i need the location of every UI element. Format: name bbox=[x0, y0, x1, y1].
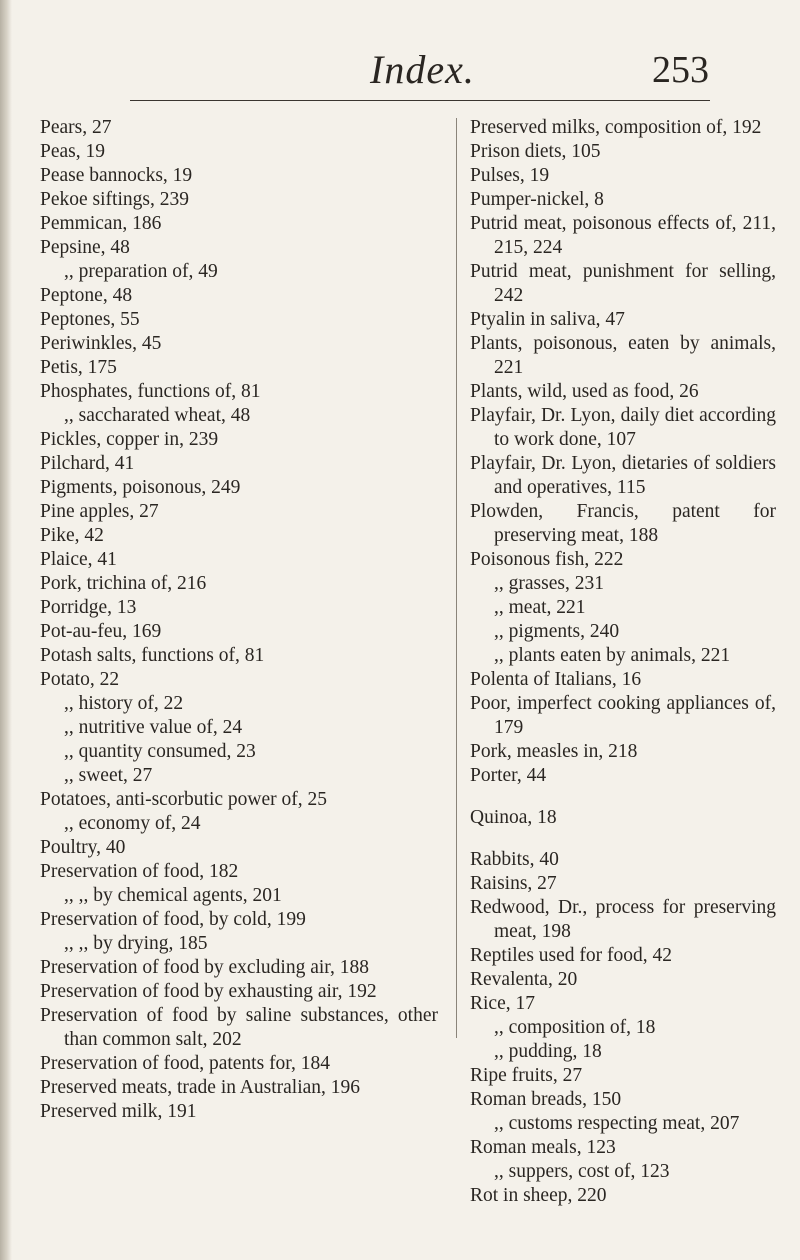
index-subentry: ,, history of, 22 bbox=[64, 693, 184, 714]
index-entry: Peas, 19 bbox=[40, 141, 105, 162]
index-entry: Redwood, Dr., process for preserving meat, 198 bbox=[470, 897, 776, 942]
index-entry: Pigments, poisonous, 249 bbox=[40, 477, 241, 498]
index-entry: Prison diets, 105 bbox=[470, 141, 601, 162]
book-spine-shadow bbox=[0, 0, 12, 1260]
page-header bbox=[0, 40, 800, 100]
index-entry: Pears, 27 bbox=[40, 117, 112, 138]
index-entry: Poor, imperfect cooking appliances of, 179 bbox=[470, 693, 776, 738]
index-entry: Preserved milk, 191 bbox=[40, 1101, 197, 1122]
index-subentry: ,, quantity consumed, 23 bbox=[64, 741, 256, 762]
index-entry: Roman breads, 150 bbox=[470, 1089, 622, 1110]
index-entry: Pumper-nickel, 8 bbox=[470, 189, 604, 210]
index-entry: Plaice, 41 bbox=[40, 549, 117, 570]
index-entry: Potatoes, anti-scorbutic power of, 25 bbox=[40, 789, 328, 810]
index-entry: Plants, poisonous, eaten by animals, 221 bbox=[470, 333, 776, 378]
index-entry: Preservation of food by excluding air, 188 bbox=[40, 957, 370, 978]
index-entry: Pease bannocks, 19 bbox=[40, 165, 193, 186]
index-entry: Plants, wild, used as food, 26 bbox=[470, 381, 699, 402]
index-subentry: ,, meat, 221 bbox=[494, 597, 586, 618]
column-divider bbox=[456, 118, 457, 1038]
index-entry: Revalenta, 20 bbox=[470, 969, 578, 990]
index-entry: Pemmican, 186 bbox=[40, 213, 162, 234]
index-entry: Pine apples, 27 bbox=[40, 501, 159, 522]
index-entry: Ptyalin in saliva, 47 bbox=[470, 309, 625, 330]
index-entry: Roman meals, 123 bbox=[470, 1137, 616, 1158]
index-subentry: ,, economy of, 24 bbox=[64, 813, 201, 834]
index-entry: Putrid meat, punishment for selling, 242 bbox=[470, 261, 776, 306]
index-subentry: ,, saccharated wheat, 48 bbox=[64, 405, 251, 426]
right-index-column bbox=[470, 116, 776, 1208]
header-rule bbox=[130, 100, 710, 101]
index-subentry: ,, grasses, 231 bbox=[494, 573, 604, 594]
index-entry: Polenta of Italians, 16 bbox=[470, 669, 642, 690]
index-entry: Preservation of food by exhausting air, 192 bbox=[40, 981, 377, 1002]
index-entry: Poisonous fish, 222 bbox=[470, 549, 624, 570]
index-entry: Periwinkles, 45 bbox=[40, 333, 162, 354]
index-subentry: ,, plants eaten by animals, 221 bbox=[494, 645, 731, 666]
index-subentry: ,, composition of, 18 bbox=[494, 1017, 656, 1038]
index-entry: Pilchard, 41 bbox=[40, 453, 135, 474]
index-entry: Pot-au-feu, 169 bbox=[40, 621, 162, 642]
index-entry: Rabbits, 40 bbox=[470, 849, 559, 870]
index-entry: Preservation of food, patents for, 184 bbox=[40, 1053, 331, 1074]
page-number: 253 bbox=[652, 49, 709, 91]
index-subentry: ,, ,, by chemical agents, 201 bbox=[64, 885, 282, 906]
index-subentry: ,, pudding, 18 bbox=[494, 1041, 602, 1062]
index-subentry: ,, nutritive value of, 24 bbox=[64, 717, 243, 738]
index-subentry: ,, preparation of, 49 bbox=[64, 261, 218, 282]
index-entry: Pickles, copper in, 239 bbox=[40, 429, 219, 450]
running-title: Index. bbox=[370, 47, 475, 92]
index-subentry: ,, customs respecting meat, 207 bbox=[494, 1113, 740, 1134]
index-entry: Peptones, 55 bbox=[40, 309, 140, 330]
index-entry: Playfair, Dr. Lyon, dietaries of soldiers and operatives, 115 bbox=[470, 453, 776, 498]
index-entry: Peptone, 48 bbox=[40, 285, 133, 306]
index-entry: Preservation of food, by cold, 199 bbox=[40, 909, 306, 930]
left-index-column bbox=[40, 116, 438, 1124]
index-subentry: ,, suppers, cost of, 123 bbox=[494, 1161, 670, 1182]
index-entry: Ripe fruits, 27 bbox=[470, 1065, 583, 1086]
index-entry: Pike, 42 bbox=[40, 525, 104, 546]
index-entry: Rot in sheep, 220 bbox=[470, 1185, 607, 1206]
index-entry: Poultry, 40 bbox=[40, 837, 126, 858]
index-entry: Quinoa, 18 bbox=[470, 807, 557, 828]
index-entry: Potato, 22 bbox=[40, 669, 120, 690]
index-subentry: ,, sweet, 27 bbox=[64, 765, 153, 786]
index-entry: Pork, trichina of, 216 bbox=[40, 573, 207, 594]
index-subentry: ,, ,, by drying, 185 bbox=[64, 933, 208, 954]
index-entry: Pekoe siftings, 239 bbox=[40, 189, 189, 210]
index-entry: Petis, 175 bbox=[40, 357, 117, 378]
index-entry: Pepsine, 48 bbox=[40, 237, 130, 258]
index-entry: Pulses, 19 bbox=[470, 165, 550, 186]
index-entry: Potash salts, functions of, 81 bbox=[40, 645, 265, 666]
index-entry: Playfair, Dr. Lyon, daily diet according to work done, 107 bbox=[470, 405, 776, 450]
index-entry: Preserved milks, composition of, 192 bbox=[470, 117, 762, 138]
index-entry: Pork, measles in, 218 bbox=[470, 741, 638, 762]
index-entry: Phosphates, functions of, 81 bbox=[40, 381, 261, 402]
index-entry: Rice, 17 bbox=[470, 993, 535, 1014]
index-entry: Raisins, 27 bbox=[470, 873, 557, 894]
index-entry: Plowden, Francis, patent for preserving meat, 188 bbox=[470, 501, 776, 546]
index-subentry: ,, pigments, 240 bbox=[494, 621, 620, 642]
index-entry: Preservation of food, 182 bbox=[40, 861, 239, 882]
index-entry: Porridge, 13 bbox=[40, 597, 137, 618]
index-entry: Putrid meat, poisonous effects of, 211, 215, 224 bbox=[470, 213, 776, 258]
index-entry: Preserved meats, trade in Australian, 196 bbox=[40, 1077, 361, 1098]
index-entry: Porter, 44 bbox=[470, 765, 547, 786]
index-entry: Preservation of food by saline substances, other than common salt, 202 bbox=[40, 1005, 438, 1050]
index-entry: Reptiles used for food, 42 bbox=[470, 945, 673, 966]
